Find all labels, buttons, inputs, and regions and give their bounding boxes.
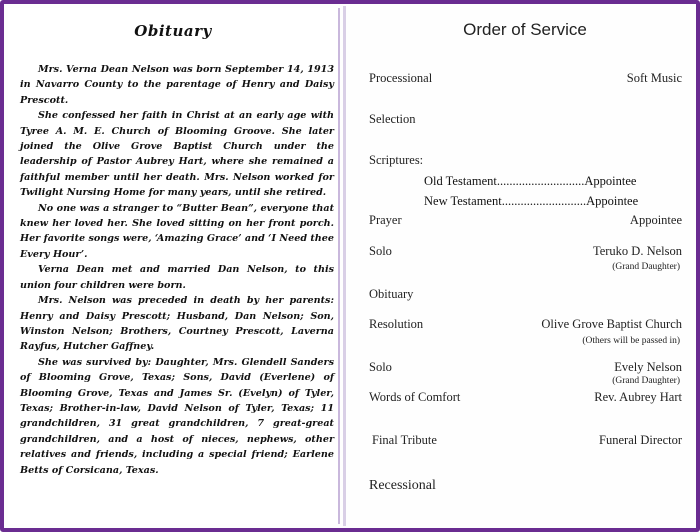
new-testament-label: New Testament: [424, 194, 502, 208]
obituary-panel: [8, 8, 338, 524]
leader-dots: ............................: [496, 174, 585, 188]
solo-label: Solo: [369, 244, 392, 258]
obituary-paragraph: No one was a stranger to “Butter Bean”, everyone that knew her loved her. She loved sitting on her front porch. Her favorite songs were, ‘Amazing Grace’ and ‘I Need thee Every Hour’.: [20, 202, 334, 260]
order-of-service-title: Order of Service: [463, 20, 587, 39]
selection-label: Selection: [369, 112, 416, 126]
final-tribute-value: Funeral Director: [599, 433, 682, 447]
old-testament-label: Old Testament: [424, 174, 497, 188]
processional-value: Soft Music: [626, 71, 682, 85]
leader-dots: ...........................: [501, 194, 587, 208]
solo-relation-note-2: (Grand Daughter): [612, 376, 680, 386]
solo-value-2: Evely Nelson: [614, 360, 682, 374]
new-testament-value: Appointee: [586, 194, 639, 208]
recessional-label: Recessional: [369, 478, 436, 493]
obituary-paragraph: Mrs. Nelson was preceded in death by her parents: Henry and Daisy Prescott; Husband, Dan Nelson; Son, Winston Nelson; Brothers, Courtney Prescott, Laverna Rayfus, Hutcher Gaffney.: [20, 295, 334, 353]
prayer-label: Prayer: [369, 213, 402, 227]
page-fold-divider: [343, 6, 346, 526]
order-of-service-panel: [360, 8, 690, 524]
resolution-note: (Others will be passed in): [582, 336, 680, 346]
solo-value: Teruko D. Nelson: [592, 244, 682, 258]
old-testament-row: [424, 174, 678, 189]
final-tribute-label: Final Tribute: [372, 433, 437, 447]
obituary-paragraph: She confessed her faith in Christ at an early age with Tyree A. M. E. Church of Blooming Groove. She later joined the Olive Grove Baptist Church under the leadership of Pastor Aubrey Hart, where she remained a faithful member until her death. Mrs. Nelson worked for Twilight Nursing Home for many years, until she retired.: [20, 110, 334, 199]
solo-relation-note: (Grand Daughter): [612, 262, 680, 272]
resolution-label: Resolution: [369, 317, 424, 331]
scriptures-label: Scriptures:: [369, 153, 424, 167]
obituary-title: Obituary: [134, 22, 212, 40]
resolution-value: Olive Grove Baptist Church: [541, 317, 682, 331]
words-of-comfort-label: Words of Comfort: [369, 390, 461, 404]
prayer-value: Appointee: [629, 213, 682, 227]
old-testament-value: Appointee: [584, 174, 637, 188]
solo-label-2: Solo: [369, 360, 392, 374]
obituary-paragraph: She was survived by: Daughter, Mrs. Glendell Sanders of Blooming Grove, Texas; Sons, David (Everlene) of Blooming Grove, Texas and James Sr. (Evelyn) of Tyler, Texas; Brother-in-law, David Nelson of Tyler, Texas; 11 grandchildren, 31 great grandchildren, 7 great-great grandchildren, and a host of nieces, nephews, other relatives and friends, including a special friend; Earlene Betts of Corsicana, Texas.: [20, 356, 334, 476]
processional-label: Processional: [369, 71, 433, 85]
obituary-paragraph: Mrs. Verna Dean Nelson was born September 14, 1913 in Navarro County to the parentage of Henry and Daisy Prescott.: [20, 64, 334, 106]
obituary-text: [20, 62, 334, 478]
obituary-label: Obituary: [369, 287, 414, 301]
new-testament-row: [424, 194, 678, 209]
words-of-comfort-value: Rev. Aubrey Hart: [594, 390, 682, 404]
obituary-paragraph: Verna Dean met and married Dan Nelson, to this union four children were born.: [20, 264, 334, 291]
